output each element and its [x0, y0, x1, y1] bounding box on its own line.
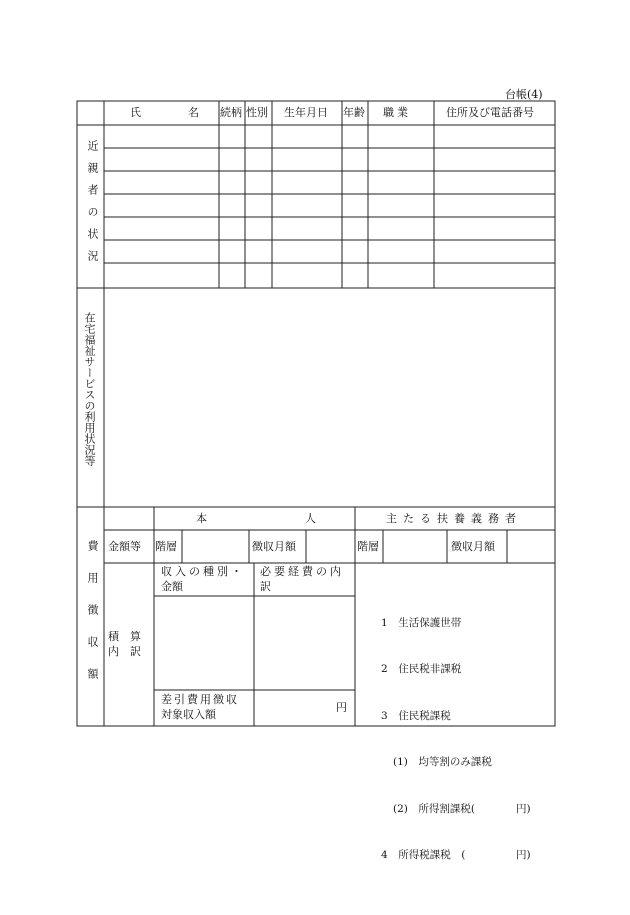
header-age: 年齢: [343, 106, 365, 119]
self-header-left: 本: [196, 512, 207, 525]
header-address-phone: 住所及び電話番号: [446, 106, 534, 119]
header-occupation: 職業: [383, 106, 411, 119]
expense-line2: 訳: [260, 580, 271, 593]
header-relationship: 続柄: [220, 106, 242, 119]
self-monthly-label: 徴収月額: [252, 540, 296, 553]
tax-category-list: [361, 600, 531, 879]
list-item: 3 住民税課税: [381, 709, 451, 722]
list-item: 1 生活保護世帯: [381, 616, 462, 629]
amount-label: 金額等: [108, 540, 141, 553]
header-name-second-char: 名: [188, 106, 199, 119]
self-tier-label: 階層: [155, 540, 177, 553]
relatives-section-label: 近親者の状況: [86, 140, 99, 272]
header-name-first-char: 氏: [130, 106, 141, 119]
header-birthdate: 生年月日: [284, 106, 328, 119]
header-gender: 性別: [246, 106, 268, 119]
list-item: 2 住民税非課税: [381, 663, 462, 675]
income-type-line2: 金額: [161, 580, 183, 593]
expense-line1: 必要経費の内: [260, 565, 344, 578]
calc-label-line2: 内 訳: [108, 645, 141, 658]
net-income-yen: 円: [336, 701, 347, 714]
document-number: 台帳(4): [505, 88, 543, 101]
supporter-monthly-label: 徴収月額: [451, 540, 495, 553]
supporter-tier-label: 階層: [357, 540, 379, 553]
net-income-line1: 差引費用徴収: [161, 693, 239, 706]
supporter-header: 主たる扶養義務者: [386, 512, 522, 525]
self-header-right: 人: [305, 512, 316, 525]
list-item: (2) 所得割課税( 円): [393, 802, 531, 815]
fee-section-label: 費用徴収額: [86, 540, 99, 700]
net-income-line2: 対象収入額: [161, 708, 216, 721]
list-item: (1) 均等割のみ課税: [393, 756, 492, 768]
calc-label-line1: 積 算: [108, 630, 141, 643]
income-type-line1: 収入の種別・: [161, 565, 245, 578]
list-item: 4 所得税課税 ( 円): [381, 849, 531, 861]
welfare-section-label: 在宅福祉サービスの利用状況等: [83, 312, 96, 466]
